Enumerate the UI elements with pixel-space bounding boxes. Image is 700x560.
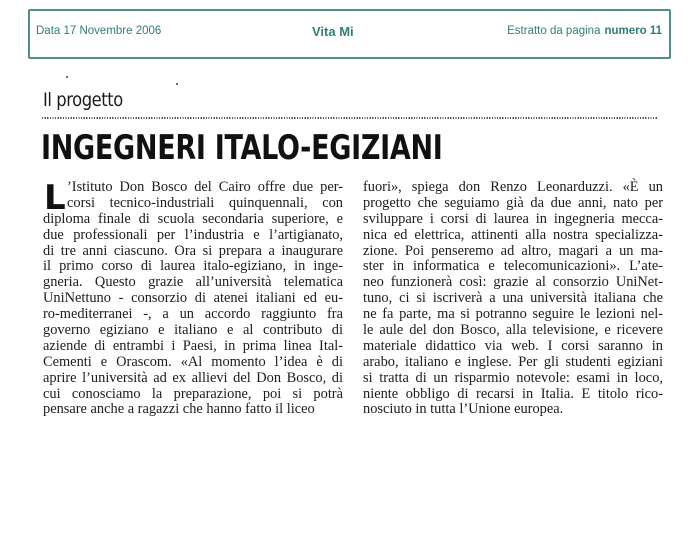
text-line: ster in informatica e telecomunicazioni». L’ate- (363, 258, 663, 275)
text-line: corsi tecnico-industriali quinquennali, con (67, 194, 343, 211)
text-line: ro-mediterranei -, a un accordo raggiunto fra (43, 306, 343, 323)
text-line: cui conosciamo la preparazione, poi si potrà (43, 385, 343, 402)
text-line: diploma finale di scuola secondaria superiore, e (43, 210, 343, 227)
text-line: neo funzionerà così: grazie al consorzio UniNet- (363, 274, 663, 291)
text-line: pensare anche a ragazzi che hanno fatto il liceo (43, 401, 315, 418)
text-line: Cementi e Orascom. «Al momento l’idea è di (43, 353, 343, 370)
dotted-rule (42, 117, 658, 119)
publication-source: Vita Mi (312, 24, 354, 39)
text-line: ’Istituto Don Bosco del Cairo offre due per- (67, 179, 343, 195)
text-line: UniNettuno - consorzio di atenei italiani ed eu- (43, 290, 343, 307)
text-line: aziende di entrambi i Paesi, in prima linea Ital- (43, 337, 343, 354)
publication-date: Data 17 Novembre 2006 (36, 25, 162, 37)
page-extract-info (507, 25, 662, 37)
article-column-right (363, 180, 663, 418)
text-line: arabo, italiano e inglese. Per gli studenti egiziani (363, 353, 663, 370)
article-column-left (43, 180, 343, 418)
text-line: sviluppare i corsi di laurea in ingegneria mecca- (363, 210, 663, 227)
scan-speck (66, 76, 68, 78)
text-line: progetto che seguiamo già da due anni, nato per (363, 194, 663, 211)
article-headline: INGEGNERI ITALO-EGIZIANI (41, 128, 443, 168)
text-line: le aule del don Bosco, alla televisione, e ricevere (363, 322, 663, 339)
scan-speck (176, 83, 178, 85)
text-line: zione. Poi penseremo ad altro, magari a un ma- (363, 242, 663, 259)
clipping-header (28, 9, 671, 59)
text-line: fuori», spiega don Renzo Leonarduzzi. «È un (363, 179, 663, 195)
text-line: tuno, ci si iscriverà a una università italiana che (363, 290, 663, 307)
text-line: di tre anni ciascuno. Ora si prepara a inaugurare (43, 242, 343, 259)
text-line: nosciuto in tutta l’Unione europea. (363, 401, 564, 418)
text-line: governo egiziano e italiano e al contributo di (43, 322, 343, 339)
text-line: il primo corso di laurea italo-egiziano, in inge- (43, 258, 343, 275)
page-number: numero 11 (604, 25, 662, 37)
text-line: ne fa parte, ma si potranno seguire le lezioni nel- (363, 306, 663, 323)
text-line: gneria. Questo grazie all’università telematica (43, 274, 343, 291)
text-line: materiale didattico via web. I corsi saranno in (363, 337, 663, 354)
drop-cap: L (44, 178, 66, 218)
section-kicker: Il progetto (43, 89, 123, 111)
text-line: si tratta di un risparmio notevole: esami in loco, (363, 369, 663, 386)
text-line: nica ed elettrica, attinenti alla nostra specializza- (363, 226, 663, 243)
text-line: niente obbligo di recarsi in Italia. E titolo rico- (363, 385, 663, 402)
text-line: aprire l’università ad ex allievi del Don Bosco, di (43, 369, 343, 386)
text-line: due professionali per l’industria e l’artigianato, (43, 226, 343, 243)
extract-label: Estratto da pagina (507, 25, 601, 37)
